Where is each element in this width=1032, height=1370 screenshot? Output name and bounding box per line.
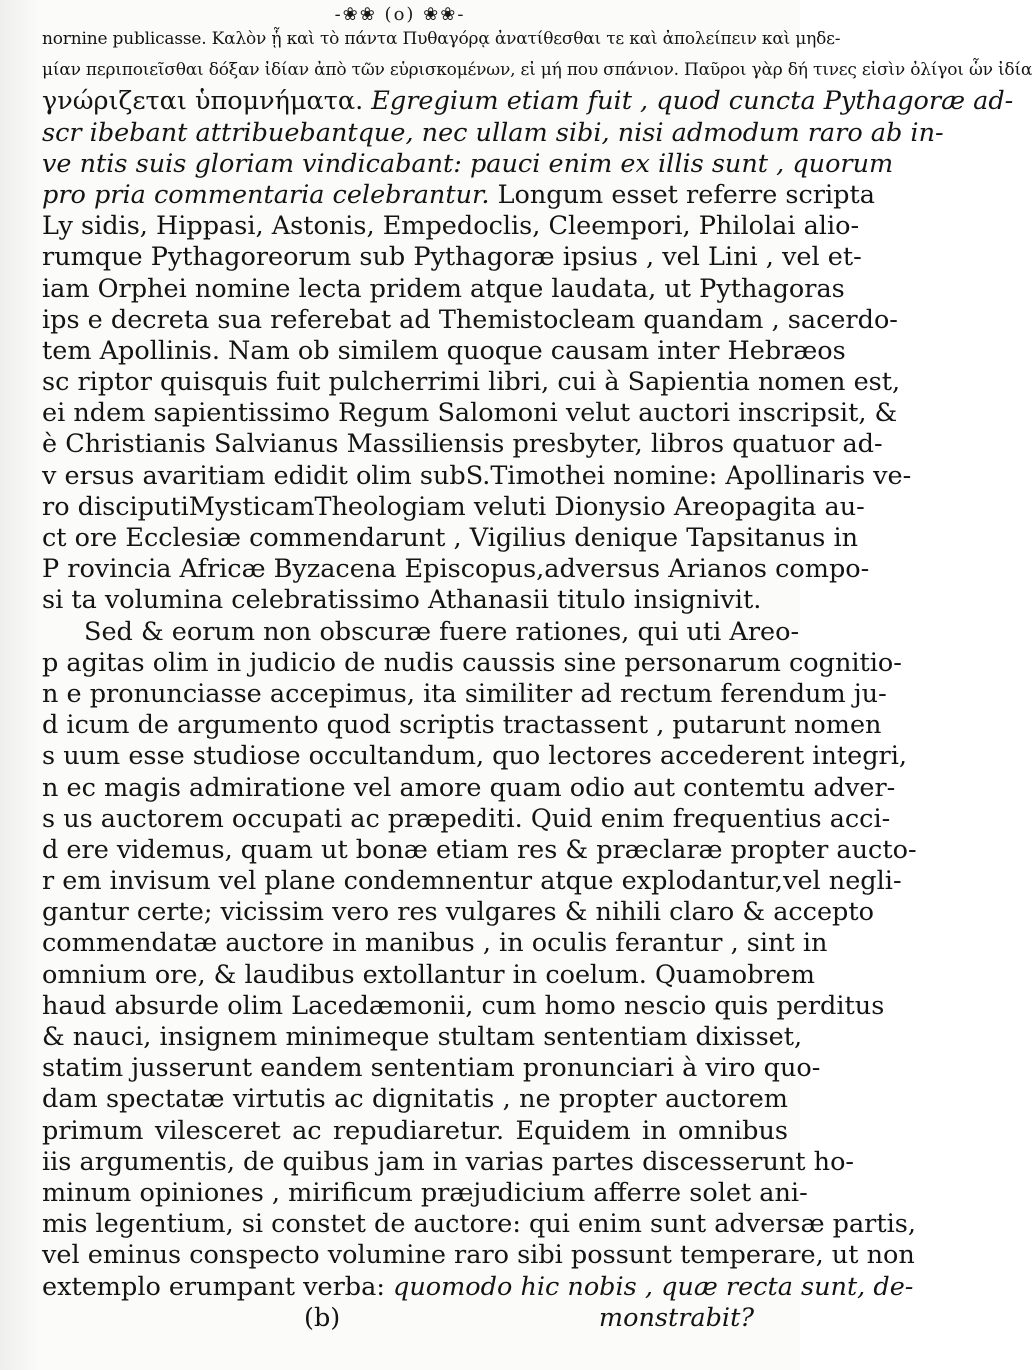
text-line: & nauci, insignem minimeque stultam sententiam dixisset, [42, 1022, 803, 1052]
text-line: commendatæ auctore in manibus , in oculis ferantur , sint in [42, 928, 828, 959]
text-line: iis argumentis, de quibus jam in varias partes discesserunt ho- [42, 1146, 855, 1177]
text-line: ct ore Ecclesiæ commendarunt , Vigilius denique Tapsitanus in [42, 523, 859, 553]
greek-text-line: nornine publicasse. Καλὸν ᾗ καὶ τὸ πάντα Πυθαγόρᾳ ἀνατίθεσθαι τε καὶ ἀπολείπειν καὶ μηδε- [42, 29, 841, 49]
text-line: v ersus avaritiam edidit olim subS.Timothei nomine: Apollinaris ve- [42, 460, 912, 491]
text-line: sc riptor quisquis fuit pulcherrimi libri, cui à Sapientia nomen est, [42, 367, 901, 398]
text-line: mis legentium, si constet de auctore: qui enim sunt adversæ partis, [42, 1209, 916, 1240]
text-line: iam Orphei nomine lecta pridem atque laudata, ut Pythagoras [42, 273, 845, 304]
paragraph [42, 616, 917, 1303]
catchword: monstrabit? [598, 1302, 754, 1333]
text-line: Sed & eorum non obscuræ fuere rationes, qui uti Areo- [84, 616, 800, 647]
text-line: s us auctorem occupati ac præpediti. Quid enim frequentius acci- [42, 803, 891, 834]
text-line: ips e decreta sua referebat ad Themistocleam quandam , sacerdo- [42, 304, 898, 335]
text-line: omnium ore, & laudibus extollantur in coelum. Quamobrem [42, 959, 815, 990]
paragraphs [42, 24, 1032, 1303]
text-line: tem Apollinis. Nam ob similem quoque causam inter Hebræos [42, 335, 846, 366]
body-text [42, 24, 1032, 1334]
text-line: ve ntis suis gloriam vindicabant: pauci enim ex illis sunt , quorum [42, 148, 894, 179]
gutter-shadow [0, 0, 42, 1370]
text-line: γνώριζεται ὑπομνήματα. Egregium etiam fuit , quod cuncta Pythagoræ ad- [42, 86, 1014, 117]
text-line: minum opiniones , mirificum præjudicium afferre solet ani- [42, 1177, 808, 1208]
text-line: d icum de argumento quod scriptis tractassent , putarunt nomen [42, 710, 882, 741]
paragraph [42, 24, 1032, 617]
text-line: d ere videmus, quam ut bonæ etiam res & præclaræ propter aucto- [42, 834, 917, 865]
text-line: è Christianis Salvianus Massiliensis presbyter, libros quatuor ad- [42, 429, 883, 460]
text-line: n ec magis admiratione vel amore quam odio aut contemtu adver- [42, 772, 896, 803]
text-line: s uum esse studiose occultandum, quo lectores accederent integri, [42, 741, 907, 772]
text-line: scr ibebant attribuebantque, nec ullam sibi, nisi admodum raro ab in- [42, 117, 944, 148]
page-marker: -❀❀ (o) ❀❀- [334, 4, 466, 25]
text-line: n e pronunciasse accepimus, ita similiter ad rectum ferendum ju- [42, 678, 887, 709]
text-line: p agitas olim in judicio de nudis caussis sine personarum cognitio- [42, 647, 902, 678]
text-line: pro pria commentaria celebrantur. Longum esset referre scripta [42, 179, 875, 210]
text-line: statim jusserunt eandem sententiam pronunciari à viro quo- [42, 1053, 821, 1084]
signature-mark: (b) [304, 1302, 341, 1333]
text-line: ro disciputiMysticamTheologiam veluti Dionysio Areopagita au- [42, 491, 865, 522]
text-line: ei ndem sapientissimo Regum Salomoni velut auctori inscripsit, & [42, 398, 898, 429]
text-line: r em invisum vel plane condemnentur atque explodantur,vel negli- [42, 866, 902, 897]
text-line: P rovincia Africæ Byzacena Episcopus,adversus Arianos compo- [42, 554, 870, 585]
text-line: extemplo erumpant verba: quomodo hic nobis , quæ recta sunt, de- [42, 1271, 914, 1302]
text-line: Ly sidis, Hippasi, Astonis, Empedoclis, Cleempori, Philolai alio- [42, 211, 860, 242]
text-line: haud absurde olim Lacedæmonii, cum homo nescio quis perditus [42, 990, 885, 1021]
text-line: primum vilesceret ac repudiaretur. Equidem in omnibus [42, 1115, 788, 1146]
greek-text-line: μίαν περιποιεῖσθαι δόξαν ἰδίαν ἀπὸ τῶν εὑρισκομένων, εἰ μή που σπάνιον. Παῦροι γὰρ δή τινες εἰσὶν ὀλίγοι ὧν ἰδία [42, 60, 1032, 81]
text-line: si ta volumina celebratissimo Athanasii titulo insignivit. [42, 585, 762, 616]
text-line: gantur certe; vicissim vero res vulgares & nihili claro & accepto [42, 897, 874, 928]
text-line: vel eminus conspecto volumine raro sibi possunt temperare, ut non [42, 1240, 915, 1271]
page-footer [42, 1303, 788, 1334]
text-line: dam spectatæ virtutis ac dignitatis , ne propter auctorem [42, 1084, 788, 1115]
text-line: rumque Pythagoreorum sub Pythagoræ ipsius , vel Lini , vel et- [42, 242, 862, 273]
